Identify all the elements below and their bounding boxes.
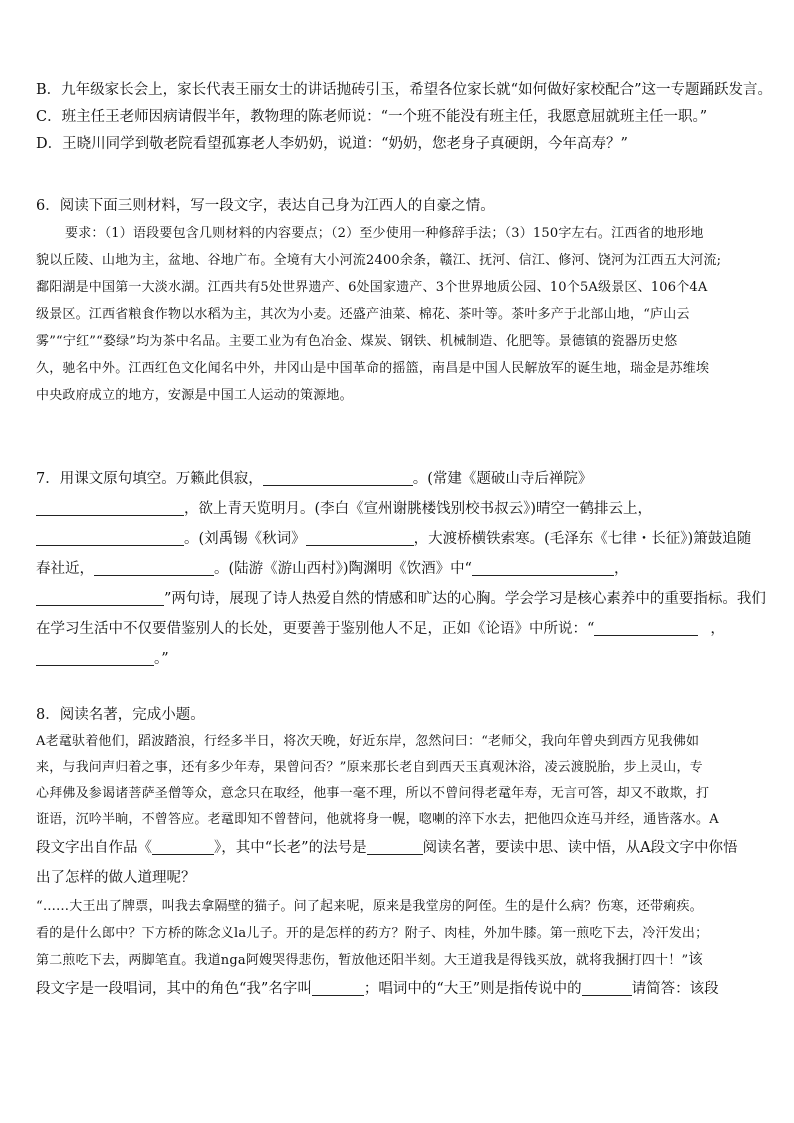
q7-text: 在学习生活中不仅要借鉴别人的长处，更要善于鉴别他人不足，正如《论语》中所说：“ [36, 621, 595, 637]
question-7-line [36, 584, 766, 614]
passage-a-line: A老鼋驮着他们，蹈波踏浪，行经多半日，将次天晚，好近东岸，忽然问曰：“老师父，我向年曾央到西方见我佛如 [36, 734, 700, 749]
question-6-line: 中央政府成立的地方，安源是中国工人运动的策源地。 [36, 388, 353, 403]
answer-blank[interactable] [594, 620, 698, 636]
passage-a-line: 诳语，沉吟半晌，不曾答应。老鼋即知不曾替问，他就将身一幌，唿喇的淬下水去，把他四众连马并经，通皆落水。A [36, 812, 719, 827]
q8-text: 第二煎吃下去，两脚笔直。我道nga阿嫂哭得悲伤，暂放他还阳半刻。大王道我是得钱买放，就将我捆打四十！” [36, 953, 689, 968]
question-8-title: 8．阅读名著，完成小题。 [36, 707, 205, 723]
q8-text: 段文字出自作品《 [36, 840, 152, 856]
q7-text: ，欲上青天览明月。(李白《宣州谢朓楼饯别校书叔云》)晴空一鹤排云上， [184, 501, 653, 517]
question-8a-prompt: 出了怎样的做人道理呢？ [36, 870, 196, 886]
answer-blank[interactable] [312, 980, 364, 996]
q7-text: ，大渡桥横铁索寒。(毛泽东《七律・长征》)箫鼓追随 [413, 531, 752, 547]
question-7-line [36, 524, 760, 554]
question-5-options [36, 77, 772, 158]
q7-text: ”两句诗，展现了诗人热爱自然的情感和旷达的心胸。学会学习是核心素养中的重要指标。我们 [164, 591, 766, 607]
q7-text: ， [710, 621, 725, 637]
q8-text: 》，其中“长老”的法号是 [214, 840, 367, 856]
question-6-line: 鄱阳湖是中国第一大淡水湖。江西共有5处世界遗产、6处国家遗产、3个世界地质公园、10个5A级景区、106个4A [36, 280, 708, 295]
q7-text: ， [613, 561, 629, 577]
answer-blank[interactable] [472, 560, 614, 576]
q8-text: ；唱词中的“大王”则是指传说中的 [363, 981, 582, 997]
question-7-line [36, 494, 760, 524]
answer-blank[interactable] [152, 839, 214, 855]
question-6-line: 久，驰名中外。江西红色文化闻名中外，井冈山是中国革命的摇篮，南昌是中国人民解放军的诞生地，瑞金是苏维埃 [36, 361, 710, 376]
passage-b-line: “……大王出了牌票，叫我去拿隔壁的猫子。问了起来呢，原来是我堂房的阿侄。生的是什么病？伤寒，还带痢疾。 [36, 899, 703, 914]
option-c: C．班主任王老师因病请假半年，教物理的陈老师说：“一个班不能没有班主任，我愿意屈就班主任一职。” [36, 109, 708, 125]
answer-blank[interactable] [36, 650, 154, 666]
passage-a-line: 来，与我问声归着之事，还有多少年寿，果曾问否？”原来那长老自到西天玉真观沐浴，凌云渡脱胎，步上灵山，专 [36, 760, 703, 775]
answer-blank[interactable] [367, 839, 423, 855]
q7-text: 7．用课文原句填空。万籁此俱寂， [36, 471, 263, 487]
answer-blank[interactable] [36, 590, 164, 606]
passage-b-line [36, 947, 760, 974]
answer-blank[interactable] [306, 530, 414, 546]
answer-blank[interactable] [36, 500, 184, 516]
question-7 [36, 464, 766, 674]
answer-blank[interactable] [94, 560, 214, 576]
question-8 [36, 702, 760, 1004]
answer-blank[interactable] [36, 530, 184, 546]
q8-text: 请简答：该段 [631, 981, 719, 997]
q7-text: 。(刘禹锡《秋词》 [184, 531, 306, 547]
question-8b-prompt [36, 974, 760, 1004]
answer-blank[interactable] [263, 470, 413, 486]
passage-a-line: 心拜佛及参谒诸菩萨圣僧等众，意念只在取经，他事一毫不理，所以不曾问得老鼋年寿，无言可答，却又不敢欺，打 [36, 786, 710, 801]
q7-text: 。(陆游《游山西村》)陶渊明《饮酒》中“ [214, 561, 472, 577]
option-b: B．九年级家长会上，家长代表王丽女士的讲话抛砖引玉，希望各位家长就“如何做好家校配合”这一专题踊跃发言。 [36, 82, 772, 98]
question-8a-prompt [36, 833, 760, 863]
passage-b-line: 看的是什么郎中？下方桥的陈念义la儿子。开的是怎样的药方？附子、肉桂，外加牛膝。第一煎吃下去，冷汗发出； [36, 926, 709, 941]
q7-text: 春社近， [36, 561, 94, 577]
q7-text: 。” [154, 651, 169, 667]
question-7-line [36, 614, 760, 644]
question-6-title: 6．阅读下面三则材料，写一段文字，表达自己身为江西人的自豪之情。 [36, 198, 495, 214]
q8-text: 段文字是一段唱词，其中的角色“我”名字叫 [36, 981, 312, 997]
question-7-line [36, 554, 760, 584]
question-6-line: 级景区。江西省粮食作物以水稻为主，其次为小麦。还盛产油菜、棉花、茶叶等。茶叶多产于北部山地，“庐山云 [36, 307, 690, 322]
q8-text: 该 [688, 952, 703, 968]
q7-text: 。(常建《题破山寺后禅院》 [412, 471, 593, 487]
question-6 [36, 193, 760, 409]
question-7-line [36, 464, 760, 494]
option-d: D．王晓川同学到敬老院看望孤寡老人李奶奶，说道：“奶奶，您老身子真硬朗，今年高寿？” [36, 136, 628, 152]
q8-text: 阅读名著，要读中思、读中悟，从A段文字中你悟 [422, 840, 738, 856]
question-7-line [36, 644, 760, 674]
question-6-line: 貌以丘陵、山地为主，盆地、谷地广布。全境有大小河流2400余条，赣江、抚河、信江、修河、饶河为江西五大河流; [36, 253, 722, 268]
answer-blank[interactable] [582, 980, 632, 996]
question-6-line: 要求：（1）语段要包含几则材料的内容要点；（2）至少使用一种修辞手法；（3）150字左右。江西省的地形地 [65, 226, 704, 241]
question-6-line: 雾”“宁红”“婺绿”均为茶中名品。主要工业为有色冶金、煤炭、钢铁、机械制造、化肥等。景德镇的瓷器历史悠 [36, 334, 678, 349]
